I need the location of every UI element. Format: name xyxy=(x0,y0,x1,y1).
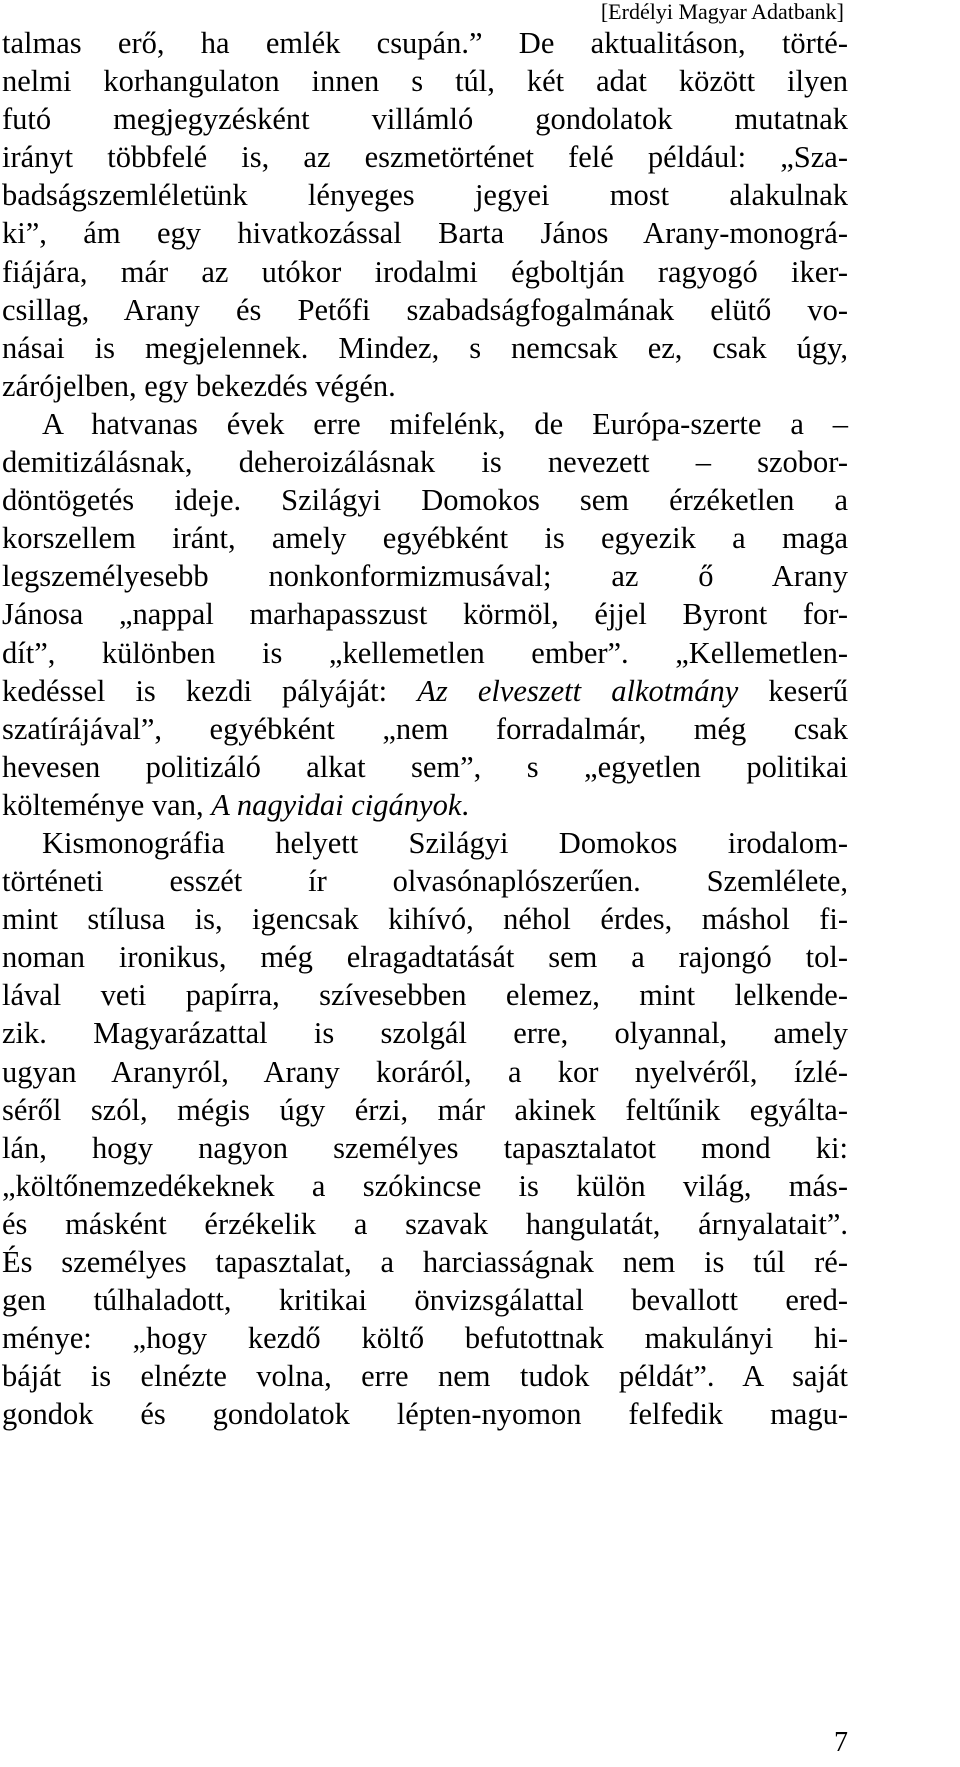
text-line: történeti esszét ír olvasónaplószerűen. Szemlélete, xyxy=(2,864,848,899)
source-header: [Erdélyi Magyar Adatbank] xyxy=(600,0,844,24)
text-line: noman ironikus, még elragadtatását sem a rajongó tol- xyxy=(2,940,848,975)
document-body xyxy=(2,24,848,1433)
text-line: badságszemléletünk lényeges jegyei most alakulnak xyxy=(2,178,848,213)
text-line: lával veti papírra, szívesebben elemez, mint lelkende- xyxy=(2,978,848,1013)
text-line: zik. Magyarázattal is szolgál erre, olyannal, amely xyxy=(2,1016,848,1051)
text-line: És személyes tapasztalat, a harciasságnak nem is túl ré- xyxy=(2,1245,848,1279)
text-line: ménye: „hogy kezdő költő befutottnak makulányi hi- xyxy=(2,1321,848,1356)
text-line: ki”, ám egy hivatkozással Barta János Arany-monográ- xyxy=(2,216,848,251)
book-title: A nagyidai cigányok xyxy=(211,787,462,822)
text-line: futó megjegyzésként villámló gondolatok mutatnak xyxy=(2,102,848,137)
text-line: nelmi korhangulaton innen s túl, két adat között ilyen xyxy=(2,64,848,99)
text-line: és másként érzékelik a szavak hangulatát, árnyalatait”. xyxy=(2,1206,848,1241)
text-line: séről szól, mégis úgy érzi, már akinek feltűnik egyálta- xyxy=(2,1092,848,1127)
text-line: hevesen politizáló alkat sem”, s „egyetlen politikai xyxy=(2,749,848,784)
text-line: Jánosa „nappal marhapasszust körmöl, éjjel Byront for- xyxy=(2,597,848,632)
text-line: fiájára, már az utókor irodalmi égboltján ragyogó iker- xyxy=(2,254,848,289)
text-line: násai is megjelennek. Mindez, s nemcsak ez, csak úgy, xyxy=(2,330,848,365)
paragraph-first-line: A hatvanas évek erre mifelénk, de Európa-szerte a – xyxy=(42,406,848,441)
text-line-with-title xyxy=(2,786,848,824)
text-line: demitizálásnak, deheroizálásnak is nevezett – szobor- xyxy=(2,445,848,480)
text-segment: . xyxy=(461,787,469,822)
text-line: döntögetés ideje. Szilágyi Domokos sem érzéketlen a xyxy=(2,483,848,518)
text-line: csillag, Arany és Petőfi szabadságfogalmának elütő vo- xyxy=(2,292,848,327)
book-title: Az elveszett alkotmány xyxy=(417,673,739,708)
text-segment: költeménye van, xyxy=(2,787,204,822)
text-line: gondok és gondolatok lépten-nyomon felfedik magu- xyxy=(2,1397,848,1432)
text-segment: keserű xyxy=(768,673,849,708)
text-line-with-title xyxy=(2,672,848,710)
text-line: zárójelben, egy bekezdés végén. xyxy=(2,368,396,403)
text-line: szatírájával”, egyébként „nem forradalmár, még csak xyxy=(2,711,848,746)
text-line: ugyan Aranyról, Arany koráról, a kor nyelvéről, ízlé- xyxy=(2,1054,848,1089)
paragraph-first-line: Kismonográfia helyett Szilágyi Domokos irodalom- xyxy=(42,825,848,860)
text-line: lán, hogy nagyon személyes tapasztalatot mond ki: xyxy=(2,1130,848,1165)
text-line: mint stílusa is, igencsak kihívó, néhol érdes, máshol fi- xyxy=(2,902,848,937)
text-line: legszemélyesebb nonkonformizmusával; az ő Arany xyxy=(2,559,848,594)
text-line: korszellem iránt, amely egyébként is egyezik a maga xyxy=(2,521,848,556)
text-segment: kedéssel is kezdi pályáját: xyxy=(2,673,388,708)
text-line: talmas erő, ha emlék csupán.” De aktualitáson, törté- xyxy=(2,26,848,60)
text-line: báját is elnézte volna, erre nem tudok példát”. A saját xyxy=(2,1359,848,1394)
page-number: 7 xyxy=(834,1727,848,1758)
text-line: dít”, különben is „kellemetlen ember”. „Kellemetlen- xyxy=(2,635,848,670)
text-line: „költőnemzedékeknek a szókincse is külön világ, más- xyxy=(2,1168,848,1203)
text-line: irányt többfelé is, az eszmetörténet felé például: „Sza- xyxy=(2,140,848,175)
text-line: gen túlhaladott, kritikai önvizsgálattal bevallott ered- xyxy=(2,1283,848,1318)
